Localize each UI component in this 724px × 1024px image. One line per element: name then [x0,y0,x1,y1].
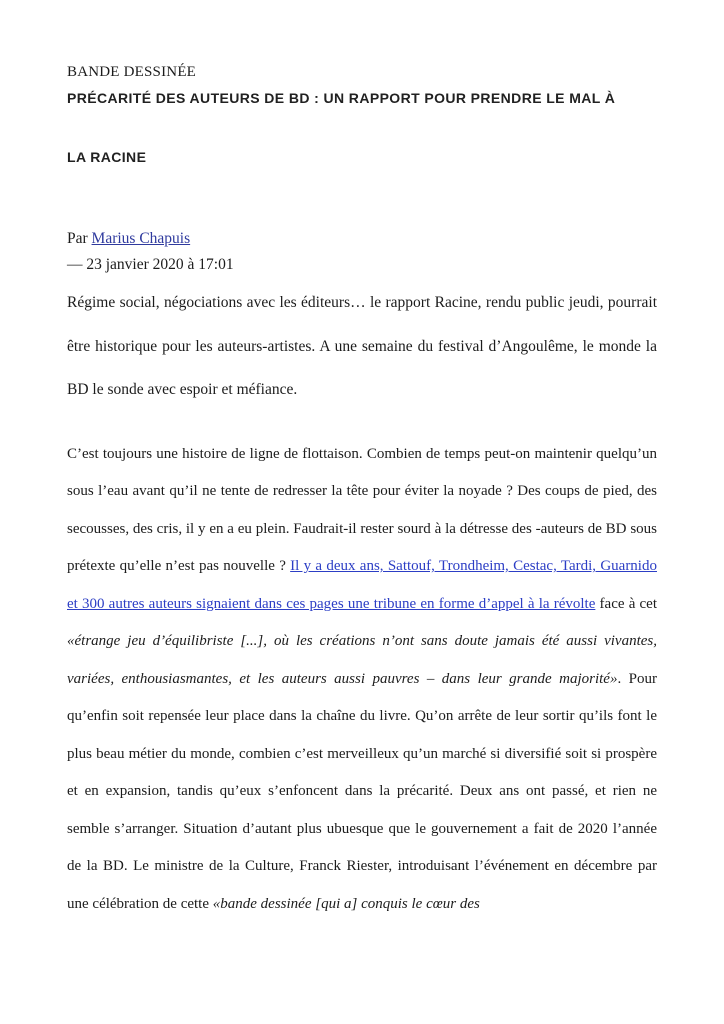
author-link[interactable]: Marius Chapuis [91,230,191,248]
standfirst: Régime social, négociations avec les éditeurs… le rapport Racine, rendu public jeudi, pourrait être historique pour les auteurs-artistes. A une semaine du festival d’Angoulême, le monde la BD le sonde avec espoir et méfiance. [67,294,657,399]
body-text-segment: . Pour qu’enfin soit repensée leur place dans la chaîne du livre. Qu’on arrête de leur sortir qu’ils font le plus beau métier du monde, combien c’est merveilleux qu’un marché si diversifié soit si prospère et en expansion, tandis qu’eux s’enfoncent dans la précarité. Deux ans ont passé, et rien ne semble s’arranger. Situation d’autant plus ubuesque que le gouvernement a fait de 2020 l’année de la BD. Le ministre de la Culture, Franck Riester, introduisant l’événement en décembre par une célébration de cette [67,670,657,912]
byline-prefix: Par [67,230,92,248]
body-text-segment: face à cet [595,595,658,612]
headline-line-2: LA RACINE [67,149,147,166]
inline-quote: «bande dessinée [qui a] conquis le cœur des [212,895,480,912]
inline-quote: «étrange jeu d’équilibriste [...], où les créations n’ont sans doute jamais été aussi vivantes, variées, enthousiasmantes, et les auteurs aussi pauvres – dans leur grande majorité» [67,633,657,687]
dateline: — 23 janvier 2020 à 17:01 [67,255,234,273]
article-headline [67,90,657,165]
article-kicker: BANDE DESSINÉE [67,64,197,80]
body-text-segment: C’est toujours une histoire de ligne de flottaison. Combien de temps peut-on maintenir quelqu’un sous l’eau avant qu’il ne tente de redresser la tête pour éviter la noyade ? Des coups de pied, des secousses, des cris, il y en a eu plein. Faudrait-il rester sourd à la détresse des -auteurs de BD sous prétexte qu’elle n’est pas nouvelle ? [67,445,657,575]
byline [67,228,657,250]
article-body [67,436,657,924]
headline-line-1: PRÉCARITÉ DES AUTEURS DE BD : UN RAPPORT POUR PRENDRE LE MAL À [67,90,616,107]
tribune-link[interactable]: Il y a deux ans, Sattouf, Trondheim, Cestac, Tardi, Guarnido et 300 autres auteurs signaient dans ces pages une tribune en forme d’appel à la révolte [67,558,657,612]
